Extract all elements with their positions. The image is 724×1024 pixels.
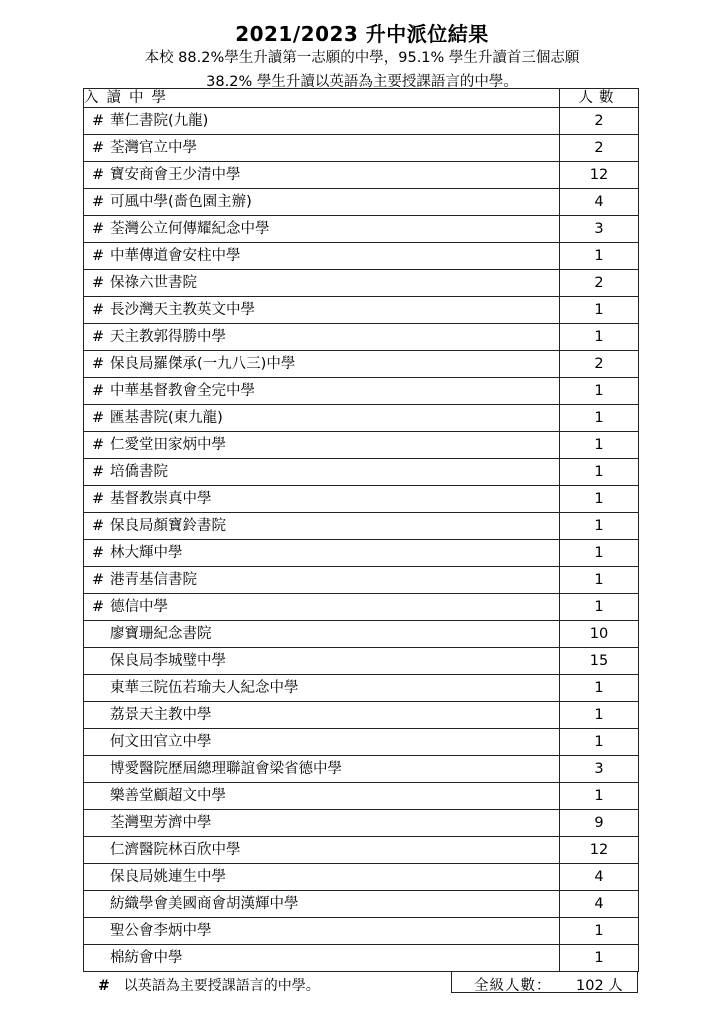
- table-row: [84, 945, 639, 972]
- english-medium-mark: #: [92, 301, 105, 318]
- count-cell: 2: [560, 351, 639, 378]
- count-cell: 4: [560, 189, 639, 216]
- footnote-text: 以英語為主要授課語言的中學。: [123, 978, 320, 994]
- school-name: 中華傳道會安柱中學: [110, 247, 241, 264]
- results-table: [83, 88, 639, 972]
- school-name: 港青基信書院: [110, 571, 197, 588]
- count-cell: 1: [560, 459, 639, 486]
- school-name: 紡織學會美國商會胡漢輝中學: [110, 895, 299, 912]
- count-cell: 1: [560, 243, 639, 270]
- school-cell: [84, 945, 560, 972]
- school-name: 東華三院伍若瑜夫人紀念中學: [110, 679, 299, 696]
- table-row: [84, 675, 639, 702]
- school-cell: [84, 216, 560, 243]
- table-row: [84, 189, 639, 216]
- school-cell: [84, 243, 560, 270]
- school-name: 基督教崇真中學: [110, 490, 212, 507]
- footnote-mark: #: [98, 978, 110, 994]
- school-cell: [84, 621, 560, 648]
- count-cell: 2: [560, 270, 639, 297]
- school-cell: [84, 135, 560, 162]
- school-name: 培僑書院: [110, 463, 168, 480]
- school-cell: [84, 918, 560, 945]
- table-row: [84, 135, 639, 162]
- table-row: [84, 297, 639, 324]
- school-cell: [84, 108, 560, 135]
- count-cell: 4: [560, 864, 639, 891]
- school-cell: [84, 702, 560, 729]
- count-cell: 1: [560, 567, 639, 594]
- table-row: [84, 243, 639, 270]
- school-name: 仁愛堂田家炳中學: [110, 436, 226, 453]
- english-medium-mark: #: [92, 544, 105, 561]
- english-medium-mark: #: [92, 139, 105, 156]
- school-cell: [84, 405, 560, 432]
- school-name: 荃灣聖芳濟中學: [110, 814, 212, 831]
- school-name: 保祿六世書院: [110, 274, 197, 291]
- table-row: [84, 594, 639, 621]
- english-medium-mark: #: [92, 598, 105, 615]
- school-cell: [84, 189, 560, 216]
- table-row: [84, 864, 639, 891]
- school-name: 荃灣官立中學: [110, 139, 197, 156]
- count-cell: 1: [560, 405, 639, 432]
- table-row: [84, 891, 639, 918]
- table-row: [84, 432, 639, 459]
- school-name: 中華基督教會全完中學: [110, 382, 255, 399]
- count-cell: 12: [560, 162, 639, 189]
- school-name: 寶安商會王少清中學: [110, 166, 241, 183]
- school-name: 保良局姚連生中學: [110, 868, 226, 885]
- count-cell: 9: [560, 810, 639, 837]
- school-name: 保良局顏寶鈴書院: [110, 517, 226, 534]
- school-cell: [84, 432, 560, 459]
- school-cell: [84, 837, 560, 864]
- table-row: [84, 486, 639, 513]
- english-medium-mark: #: [92, 517, 105, 534]
- school-name: 匯基書院(東九龍): [110, 409, 223, 426]
- table-row: [84, 459, 639, 486]
- table-row: [84, 162, 639, 189]
- school-name: 仁濟醫院林百欣中學: [110, 841, 241, 858]
- footnote: [98, 975, 320, 995]
- count-cell: 2: [560, 108, 639, 135]
- school-name: 棉紡會中學: [110, 949, 183, 966]
- school-name: 可風中學(嗇色園主辦): [110, 193, 252, 210]
- school-name: 華仁書院(九龍): [110, 112, 209, 129]
- count-cell: 1: [560, 729, 639, 756]
- count-cell: 1: [560, 675, 639, 702]
- footer: [83, 972, 638, 994]
- school-name: 德信中學: [110, 598, 168, 615]
- table-row: [84, 108, 639, 135]
- count-cell: 3: [560, 216, 639, 243]
- english-medium-mark: #: [92, 274, 105, 291]
- school-cell: [84, 810, 560, 837]
- english-medium-mark: #: [92, 112, 105, 129]
- english-medium-mark: #: [92, 436, 105, 453]
- school-cell: [84, 297, 560, 324]
- total-value: 102 人: [576, 978, 623, 994]
- count-column-header: 人數: [560, 89, 639, 108]
- school-cell: [84, 567, 560, 594]
- table-row: [84, 810, 639, 837]
- school-name: 長沙灣天主教英文中學: [110, 301, 255, 318]
- school-cell: [84, 324, 560, 351]
- school-cell: [84, 756, 560, 783]
- count-cell: 1: [560, 702, 639, 729]
- table-row: [84, 324, 639, 351]
- english-medium-mark: #: [92, 166, 105, 183]
- table-row: [84, 378, 639, 405]
- table-row: [84, 405, 639, 432]
- school-cell: [84, 864, 560, 891]
- school-cell: [84, 675, 560, 702]
- table-row: [84, 567, 639, 594]
- count-cell: 15: [560, 648, 639, 675]
- count-cell: 1: [560, 432, 639, 459]
- count-cell: 10: [560, 621, 639, 648]
- table-row: [84, 918, 639, 945]
- english-medium-mark: #: [92, 220, 105, 237]
- count-cell: 12: [560, 837, 639, 864]
- school-name: 林大輝中學: [110, 544, 183, 561]
- school-name: 樂善堂顧超文中學: [110, 787, 226, 804]
- school-name: 聖公會李炳中學: [110, 922, 212, 939]
- table-row: [84, 702, 639, 729]
- school-cell: [84, 783, 560, 810]
- table-row: [84, 216, 639, 243]
- count-cell: 1: [560, 594, 639, 621]
- school-name: 天主教郭得勝中學: [110, 328, 226, 345]
- table-row: [84, 756, 639, 783]
- count-cell: 1: [560, 783, 639, 810]
- subtitle-line-1: 本校 88.2%學生升讀第一志願的中學，95.1% 學生升讀首三個志願: [144, 50, 580, 66]
- subtitle-line-2: 38.2% 學生升讀以英語為主要授課語言的中學。: [206, 74, 518, 90]
- count-cell: 1: [560, 918, 639, 945]
- school-cell: [84, 351, 560, 378]
- header-row: [84, 89, 639, 108]
- count-cell: 1: [560, 486, 639, 513]
- count-cell: 1: [560, 297, 639, 324]
- school-cell: [84, 486, 560, 513]
- school-name: 荔景天主教中學: [110, 706, 212, 723]
- english-medium-mark: #: [92, 409, 105, 426]
- school-cell: [84, 594, 560, 621]
- school-name: 何文田官立中學: [110, 733, 212, 750]
- english-medium-mark: #: [92, 193, 105, 210]
- english-medium-mark: #: [92, 355, 105, 372]
- school-cell: [84, 270, 560, 297]
- english-medium-mark: #: [92, 463, 105, 480]
- table-row: [84, 837, 639, 864]
- school-cell: [84, 162, 560, 189]
- english-medium-mark: #: [92, 328, 105, 345]
- count-cell: 1: [560, 378, 639, 405]
- total-label: 全級人數：: [474, 978, 552, 994]
- table-row: [84, 621, 639, 648]
- count-cell: 2: [560, 135, 639, 162]
- school-cell: [84, 729, 560, 756]
- english-medium-mark: #: [92, 382, 105, 399]
- page-title: 2021/2023 升中派位結果: [235, 22, 489, 46]
- total-box: [451, 972, 638, 993]
- count-cell: 3: [560, 756, 639, 783]
- table-row: [84, 513, 639, 540]
- table-row: [84, 540, 639, 567]
- count-cell: 1: [560, 324, 639, 351]
- table-row: [84, 729, 639, 756]
- table-row: [84, 648, 639, 675]
- school-name: 博愛醫院歷屆總理聯誼會梁省德中學: [110, 760, 342, 777]
- results-body: [84, 108, 639, 972]
- count-cell: 1: [560, 945, 639, 972]
- table-row: [84, 783, 639, 810]
- count-cell: 4: [560, 891, 639, 918]
- count-cell: 1: [560, 540, 639, 567]
- school-name: 保良局羅傑承(一九八三)中學: [110, 355, 296, 372]
- school-cell: [84, 891, 560, 918]
- table-row: [84, 351, 639, 378]
- english-medium-mark: #: [92, 490, 105, 507]
- school-cell: [84, 540, 560, 567]
- school-cell: [84, 648, 560, 675]
- school-name: 荃灣公立何傳耀紀念中學: [110, 220, 270, 237]
- school-name: 廖寶珊紀念書院: [110, 625, 212, 642]
- english-medium-mark: #: [92, 247, 105, 264]
- count-cell: 1: [560, 513, 639, 540]
- english-medium-mark: #: [92, 571, 105, 588]
- school-cell: [84, 378, 560, 405]
- school-cell: [84, 459, 560, 486]
- table-row: [84, 270, 639, 297]
- school-column-header: 入讀中學: [84, 89, 560, 108]
- school-name: 保良局李城璧中學: [110, 652, 226, 669]
- school-cell: [84, 513, 560, 540]
